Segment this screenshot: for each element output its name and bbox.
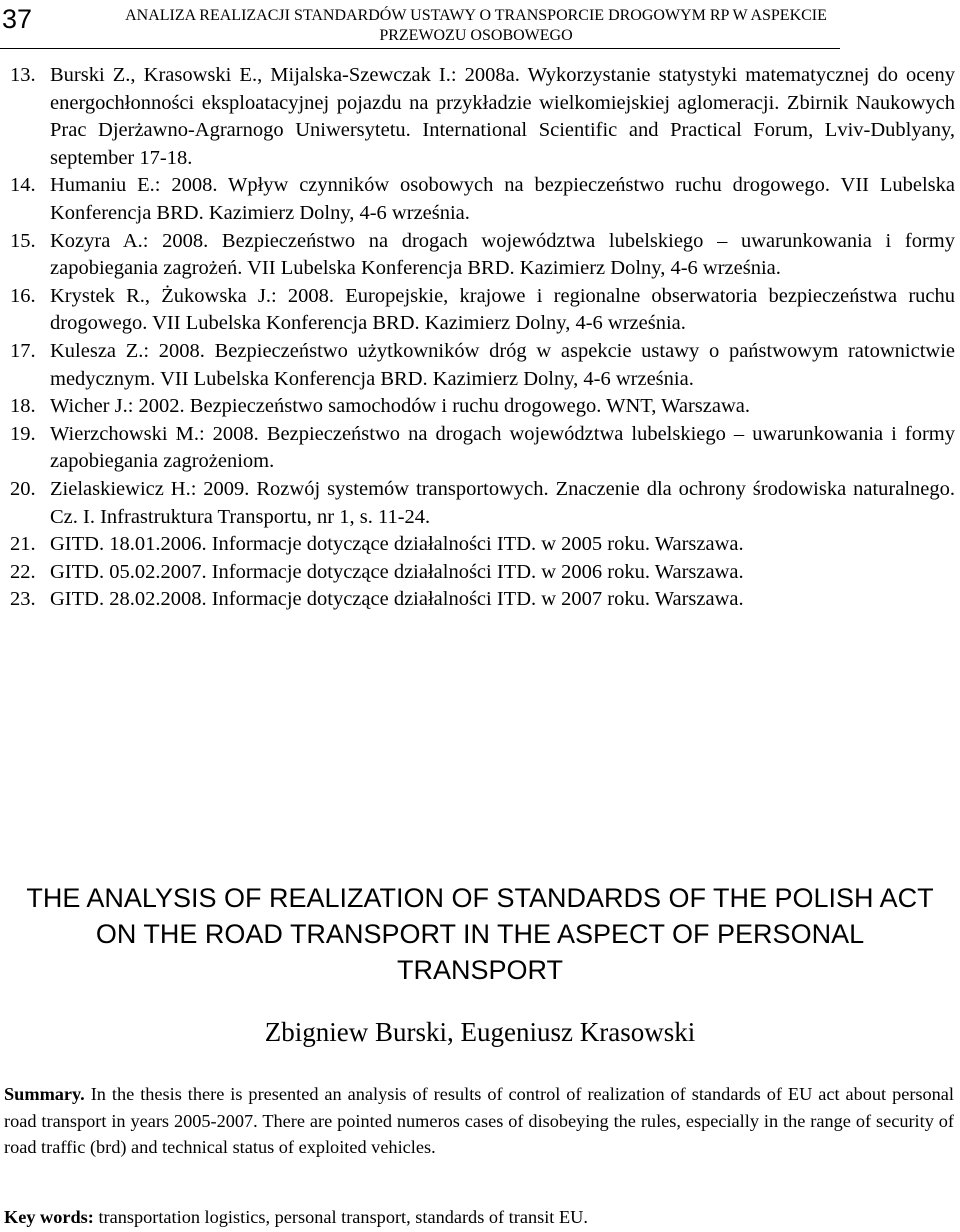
reference-text: Kozyra A.: 2008. Bezpieczeństwo na drogach województwa lubelskiego – uwarunkowania i formy zapobiegania zagrożeń. VII Lubelska Konferencja BRD. Kazimierz Dolny, 4-6 września. — [50, 229, 955, 280]
reference-text: Wicher J.: 2002. Bezpieczeństwo samochodów i ruchu drogowego. WNT, Warszawa. — [50, 395, 751, 418]
reference-list — [10, 62, 955, 614]
reference-number: 16. — [10, 284, 36, 307]
reference-number: 20. — [10, 477, 36, 500]
reference-text: GITD. 28.02.2008. Informacje dotyczące działalności ITD. w 2007 roku. Warszawa. — [50, 588, 744, 611]
reference-number: 14. — [10, 174, 36, 197]
reference-number: 23. — [10, 588, 36, 611]
reference-item — [10, 393, 955, 421]
reference-item — [10, 586, 955, 614]
reference-item — [10, 172, 955, 227]
summary-label: Summary. — [4, 1084, 85, 1104]
summary-paragraph — [4, 1081, 954, 1161]
reference-item — [10, 421, 955, 476]
running-header: ANALIZA REALIZACJI STANDARDÓW USTAWY O TRANSPORCIE DROGOWYM RP W ASPEKCIE PRZEWOZU OSOBOWEGO — [125, 7, 827, 44]
keywords-line — [4, 1204, 954, 1230]
keywords-label: Key words: — [4, 1207, 94, 1227]
reference-item — [10, 559, 955, 587]
reference-number: 18. — [10, 395, 36, 418]
reference-number: 21. — [10, 533, 36, 556]
reference-item — [10, 62, 955, 172]
reference-item — [10, 531, 955, 559]
english-paper-title: THE ANALYSIS OF REALIZATION OF STANDARDS OF THE POLISH ACT ON THE ROAD TRANSPORT IN THE ASPECT OF PERSONAL TRANSPORT — [26, 883, 934, 985]
reference-text: Zielaskiewicz H.: 2009. Rozwój systemów transportowych. Znaczenie dla ochrony środowiska naturalnego. Cz. I. Infrastruktura Transportu, nr 1, s. 11-24. — [50, 477, 955, 528]
reference-item — [10, 228, 955, 283]
reference-number: 19. — [10, 422, 36, 445]
reference-text: Krystek R., Żukowska J.: 2008. Europejskie, krajowe i regionalne obserwatoria bezpieczeństwa ruchu drogowego. VII Lubelska Konferencja BRD. Kazimierz Dolny, 4-6 września. — [50, 284, 955, 335]
header-rule — [0, 48, 840, 49]
reference-text: GITD. 05.02.2007. Informacje dotyczące działalności ITD. w 2006 roku. Warszawa. — [50, 560, 744, 583]
reference-item — [10, 476, 955, 531]
summary-text: In the thesis there is presented an analysis of results of control of realization of standards of EU act about personal road transport in years 2005-2007. There are pointed numeros cases of disobeying the rules, especially in the range of security of road traffic (brd) and technical status of exploited vehicles. — [4, 1084, 954, 1157]
keywords-text: transportation logistics, personal transport, standards of transit EU. — [98, 1207, 588, 1227]
reference-number: 17. — [10, 339, 36, 362]
reference-text: GITD. 18.01.2006. Informacje dotyczące działalności ITD. w 2005 roku. Warszawa. — [50, 533, 744, 556]
reference-text: Wierzchowski M.: 2008. Bezpieczeństwo na drogach województwa lubelskiego – uwarunkowania i formy zapobiegania zagrożeniom. — [50, 422, 955, 473]
reference-number: 13. — [10, 64, 36, 86]
reference-item — [10, 283, 955, 338]
page-number: 37 — [2, 4, 33, 34]
reference-number: 22. — [10, 560, 36, 583]
reference-text: Burski Z., Krasowski E., Mijalska-Szewczak I.: 2008a. Wykorzystanie statystyki matematycznej do oceny energochłonności eksploatacyjnej pojazdu na przykładzie wielkomiejskiej aglomeracji. Zbirnik Naukowych Prac Djerżawno-Agrarnogo Uniwersytetu. International Scientific and Practical Forum, Lviv-Dublyany, september 17-18. — [50, 64, 955, 169]
reference-number: 15. — [10, 229, 36, 252]
reference-text: Kulesza Z.: 2008. Bezpieczeństwo użytkowników dróg w aspekcie ustawy o państwowym ratownictwie medycznym. VII Lubelska Konferencja BRD. Kazimierz Dolny, 4-6 września. — [50, 339, 955, 390]
reference-item — [10, 338, 955, 393]
reference-text: Humaniu E.: 2008. Wpływ czynników osobowych na bezpieczeństwo ruchu drogowego. VII Lubelska Konferencja BRD. Kazimierz Dolny, 4-6 września. — [50, 174, 955, 224]
authors: Zbigniew Burski, Eugeniusz Krasowski — [264, 1017, 696, 1047]
